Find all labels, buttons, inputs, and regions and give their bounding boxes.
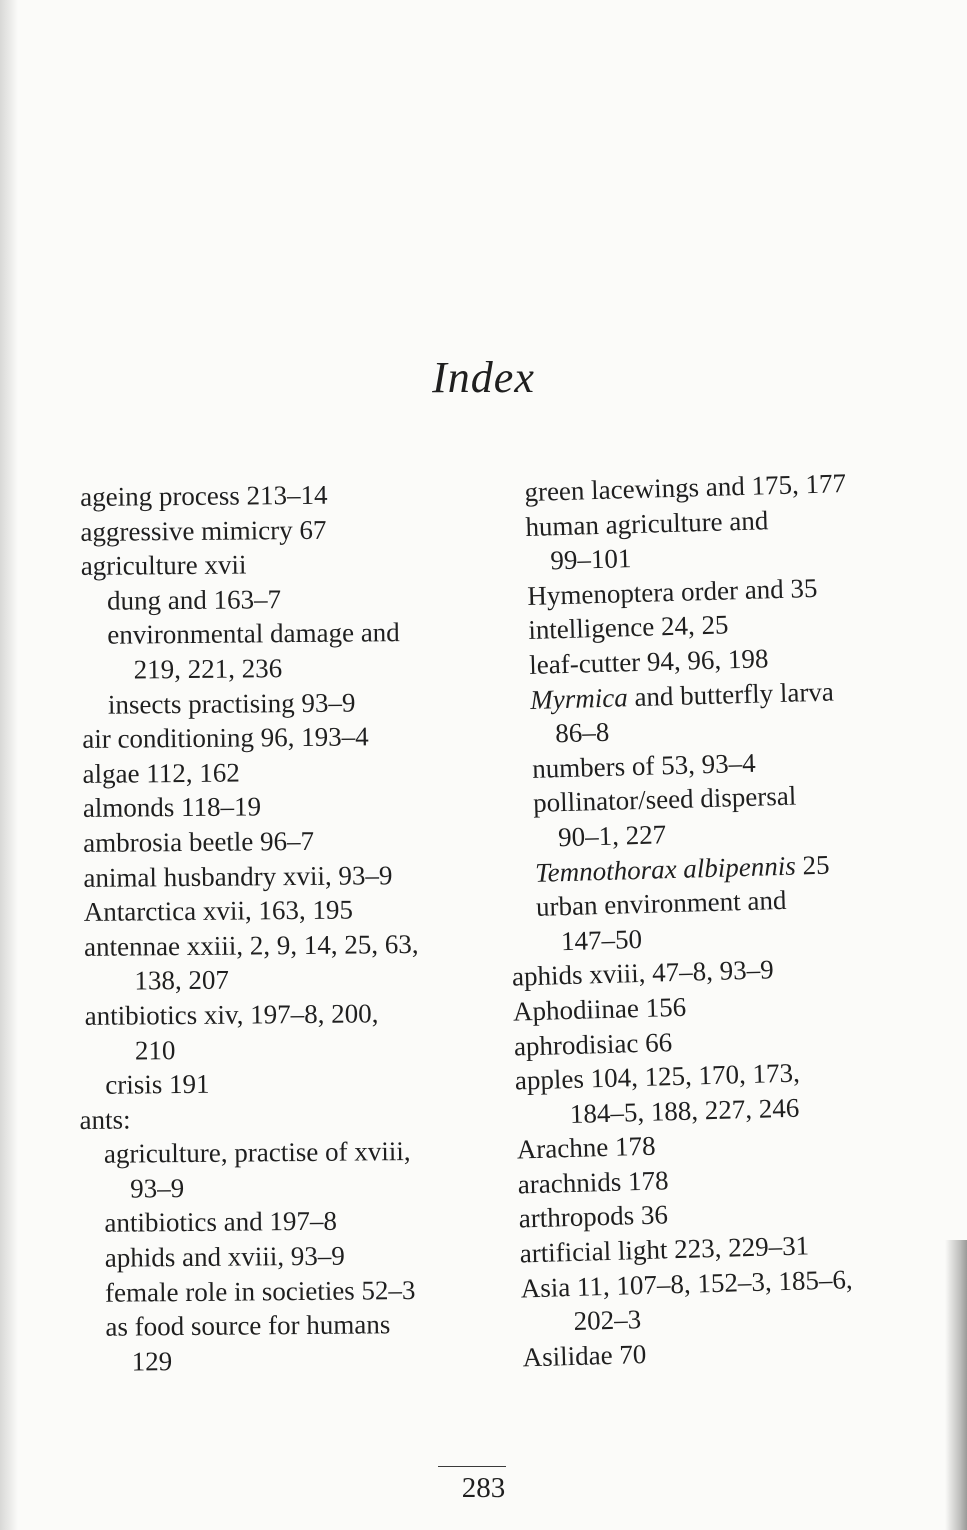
index-column-left <box>70 477 478 1380</box>
index-entry-continuation: 93–9 <box>130 1172 185 1204</box>
index-entry-continuation: 184–5, 188, 227, 246 <box>569 1092 800 1129</box>
index-column-right <box>490 464 935 1375</box>
taxon-name: Myrmica <box>529 681 629 715</box>
index-entry-continuation: 219, 221, 236 <box>133 653 283 685</box>
index-entry: animal husbandry xvii, 93–9 <box>83 859 393 893</box>
page-title: Index <box>432 353 535 402</box>
index-subentry-text: and butterfly larva <box>627 676 835 712</box>
index-entry-continuation: 99–101 <box>549 543 632 576</box>
index-subentry: green lacewings and 175, 177 <box>524 468 847 508</box>
index-entry: antennae xxiii, 2, 9, 14, 25, 63, <box>83 928 419 962</box>
index-subentry: numbers of 53, 93–4 <box>531 747 757 784</box>
index-entry-continuation: 129 <box>131 1345 173 1377</box>
index-subentry-text: 25 <box>795 849 830 881</box>
index-entry-continuation: 138, 207 <box>134 964 229 996</box>
index-subentry: crisis 191 <box>105 1068 210 1100</box>
index-subentry: as food source for humans <box>105 1309 391 1342</box>
index-entry: ants: <box>79 1104 131 1135</box>
index-entry: Asilidae 70 <box>522 1338 647 1373</box>
index-subentry: Hymenoptera order and 35 <box>526 572 818 611</box>
index-entry: Arachne 178 <box>516 1130 656 1165</box>
index-entry: agriculture xvii <box>80 549 247 582</box>
index-entry: air conditioning 96, 193–4 <box>82 721 369 755</box>
index-entry: Antarctica xvii, 163, 195 <box>83 894 354 928</box>
index-entry: Asia 11, 107–8, 152–3, 185–6, <box>520 1263 853 1304</box>
index-entry-continuation: 210 <box>134 1034 176 1065</box>
index-entry-continuation: 147–50 <box>560 923 643 956</box>
index-subentry: pollinator/seed dispersal <box>532 780 797 819</box>
index-subentry: agriculture, practise of xviii, <box>103 1136 411 1170</box>
index-entry: almonds 118–19 <box>82 791 262 824</box>
index-subentry: dung and 163–7 <box>106 583 282 616</box>
index-subentry: environmental damage and <box>107 617 400 651</box>
index-subentry: urban environment and <box>535 885 787 923</box>
index-subentry: intelligence 24, 25 <box>527 609 729 646</box>
index-entry: ageing process 213–14 <box>80 479 328 512</box>
folio-rule <box>438 1466 506 1467</box>
index-entry: arthropods 36 <box>518 1199 669 1234</box>
index-subentry: insects practising 93–9 <box>107 687 356 720</box>
index-entry: aggressive mimicry 67 <box>80 514 327 547</box>
index-entry-continuation: 202–3 <box>573 1304 642 1337</box>
taxon-name: Temnothorax albipennis <box>534 850 797 888</box>
index-subentry: female role in societies 52–3 <box>104 1274 416 1308</box>
index-entry: aphids xviii, 47–8, 93–9 <box>511 954 775 992</box>
index-entry: artificial light 223, 229–31 <box>519 1230 810 1269</box>
index-entry-continuation: 86–8 <box>554 716 610 749</box>
index-entry: Aphodiinae 156 <box>512 991 687 1027</box>
index-subentry: antibiotics and 197–8 <box>104 1206 338 1239</box>
index-entry: aphrodisiac 66 <box>513 1026 673 1062</box>
index-entry: antibiotics xiv, 197–8, 200, <box>84 998 379 1031</box>
page-gutter-shadow <box>0 0 18 1530</box>
index-entry: arachnids 178 <box>517 1165 669 1200</box>
index-entry: apples 104, 125, 170, 173, <box>514 1057 801 1096</box>
index-subentry: aphids and xviii, 93–9 <box>104 1240 345 1273</box>
page-number: 283 <box>461 1472 506 1504</box>
index-entry: algae 112, 162 <box>82 757 240 789</box>
index-entry-continuation: 90–1, 227 <box>557 819 667 853</box>
index-subentry: leaf-cutter 94, 96, 198 <box>528 643 769 680</box>
index-entry: ambrosia beetle 96–7 <box>83 825 315 858</box>
index-subentry: human agriculture and <box>525 504 769 542</box>
